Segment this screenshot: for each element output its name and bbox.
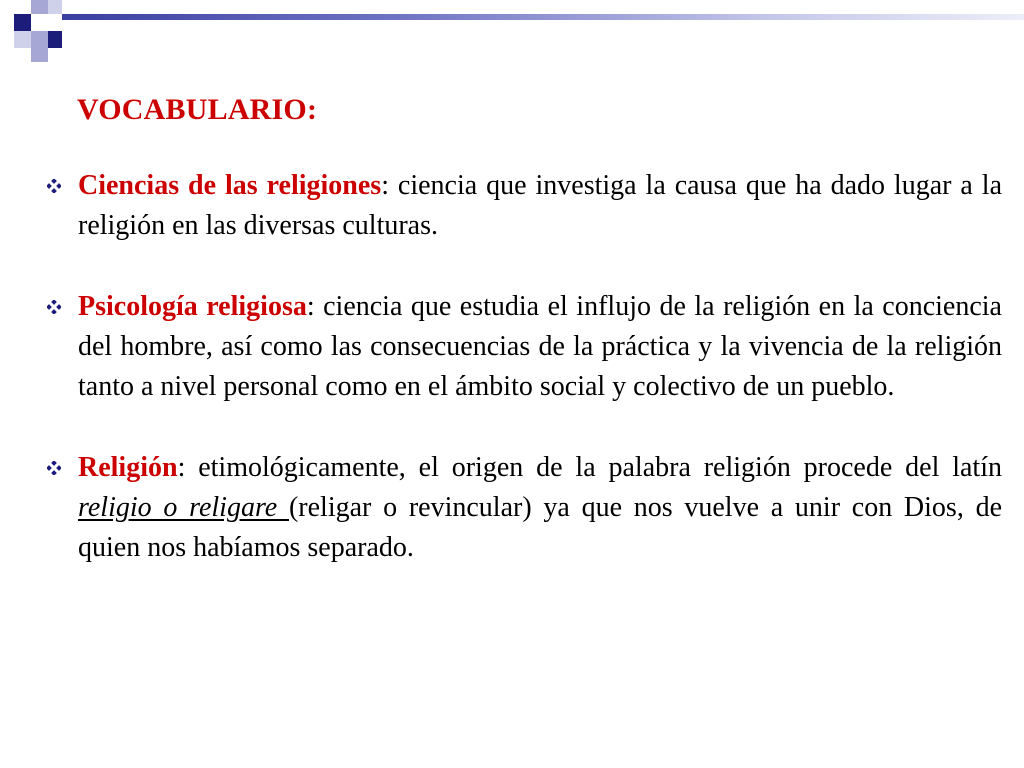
corner-decoration-square: [48, 31, 62, 48]
vocabulary-term: Religión: [78, 452, 178, 483]
diamond-quad-bullet-icon: [47, 179, 61, 193]
vocabulary-item: [38, 448, 1002, 568]
vocabulary-term: Psicología religiosa: [78, 291, 307, 322]
slide-title: VOCABULARIO:: [77, 93, 318, 126]
vocabulary-definition-continued: (religar o revincular) ya que nos vuelve a unir con Dios, de quien nos habíamos separado.: [78, 492, 1002, 563]
vocabulary-definition: : ciencia que investiga la causa que ha dado lugar a la religión en las diversas culturas.: [78, 170, 1002, 241]
corner-decoration-square: [48, 0, 62, 14]
vocabulary-term: Ciencias de las religiones: [78, 170, 382, 201]
vocabulary-item: [38, 166, 1002, 246]
corner-decoration-square: [31, 31, 48, 48]
vocabulary-item: [38, 287, 1002, 407]
corner-decoration-square: [31, 0, 48, 14]
vocabulary-list: [38, 166, 1002, 609]
vocabulary-definition: : ciencia que estudia el influjo de la religión en la conciencia del hombre, así como las consecuencias de la práctica y la vivencia de la religión tanto a nivel personal como en el ámbito social y colectivo de un pueblo.: [78, 291, 1002, 402]
vocabulary-definition: : etimológicamente, el origen de la palabra religión procede del latín: [177, 452, 1002, 483]
corner-decoration-square: [14, 31, 31, 48]
corner-decoration-square: [31, 48, 48, 62]
corner-decoration-square: [14, 14, 31, 31]
diamond-quad-bullet-icon: [47, 300, 61, 314]
diamond-quad-bullet-icon: [47, 461, 61, 475]
etymology-text: religio o religare: [78, 492, 289, 523]
header-gradient-bar: [62, 14, 1024, 20]
